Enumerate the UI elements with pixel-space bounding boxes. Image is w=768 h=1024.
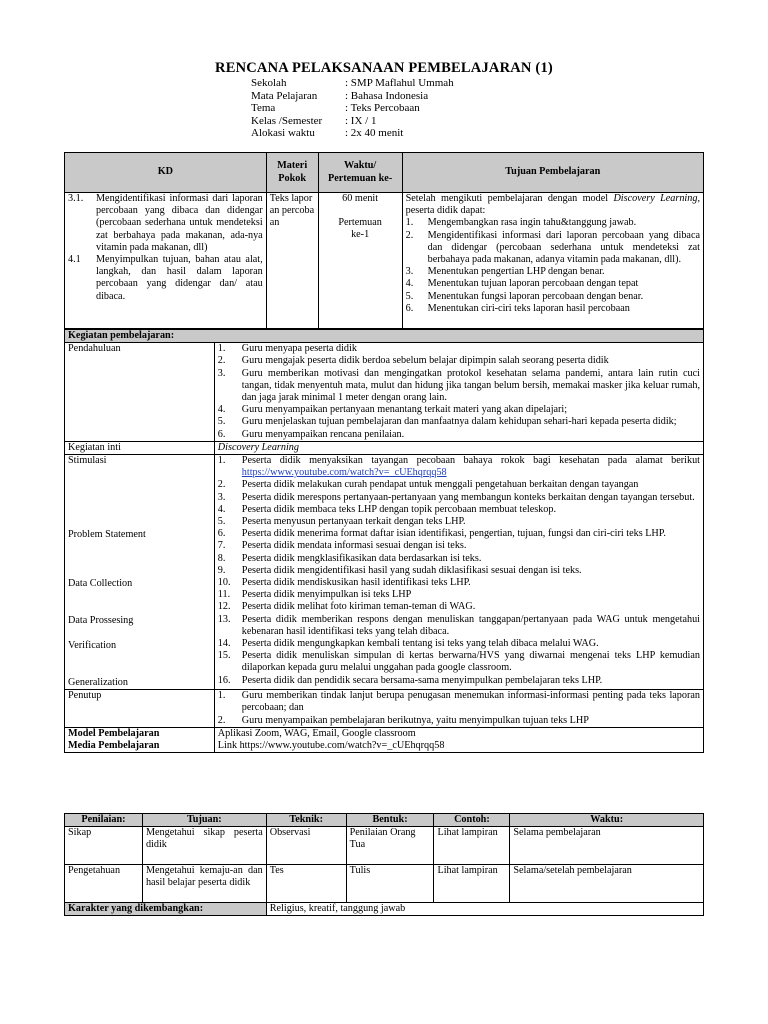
phase-item: 5. Peserta menyusun pertanyaan terkait dengan teks LHP. <box>217 516 466 528</box>
penutup-label: Penutup <box>65 690 215 728</box>
tujuan-intro: Setelah mengikuti pembelajaran dengan model Discovery Learning, peserta didik dapat: <box>405 193 700 217</box>
identity-value: : IX / 1 <box>345 114 377 127</box>
phase-item: 10. Peserta didik mendiskusikan hasil identifikasi teks LHP. <box>217 577 471 589</box>
phase-item: 12. Peserta didik melihat foto kiriman teman-teman di WAG. <box>217 601 476 613</box>
phase-item: 14. Peserta didik mengungkapkan kembali tentang isi teks yang telah dibaca melalui WAG. <box>217 638 599 650</box>
pendahuluan-content <box>214 343 703 442</box>
waktu-header: Waktu/ Pertemuan ke- <box>318 153 402 193</box>
phase-label-verification: Verification <box>68 640 117 652</box>
table-cell: Selama pembelajaran <box>510 827 704 865</box>
identity-value: : Teks Percobaan <box>345 102 420 115</box>
tujuan-item: 2. Mengidentifikasi informasi dari laporan percobaan yang dibaca dan didengar (percobaan sederhana untuk mendeteksi zat berbahaya pada makanan, adanya vitamin pada makanan, dll). <box>405 229 700 266</box>
identity-row <box>251 102 454 115</box>
table-cell: Penilaian Orang Tua <box>346 827 434 865</box>
inti-row <box>65 441 704 454</box>
phase-labels <box>65 455 215 690</box>
phase-item: 11. Peserta didik menyimpulkan isi teks LHP <box>217 589 412 601</box>
pendahuluan-label: Pendahuluan <box>65 343 215 442</box>
table-cell: Lihat lampiran <box>434 865 510 903</box>
identity-row <box>251 77 454 90</box>
pendahuluan-item: 6. Guru menyampaikan rencana penilaian. <box>217 428 405 440</box>
phase-content <box>214 455 703 690</box>
penilaian-header: Tujuan: <box>142 814 266 827</box>
penutup-item: 2. Guru menyampaikan pembelajaran berikutnya, yaitu menyimpulkan tujuan teks LHP <box>217 714 589 726</box>
waktu-duration: 60 menit <box>342 193 379 204</box>
video-link[interactable]: https://www.youtube.com/watch?v=_cUEhqrqq58 <box>241 467 447 479</box>
materi-cell: Teks laporan percoba an <box>266 193 318 329</box>
model-label: Model Pembelajaran <box>65 727 215 740</box>
penilaian-header: Waktu: <box>510 814 704 827</box>
phase-item: 6. Peserta didik menerima format daftar isian identifikasi, pengertian, tujuan, fungsi dan ciri-ciri teks LHP. <box>217 528 666 540</box>
pendahuluan-item: 3. Guru memberikan motivasi dan mengingatkan protokol kesehatan selama pandemi, antara lain rutin cuci tangan, tidak menyentuh mata, mulut dan hidung jika tangan belum bersih, memakai masker jika keluar rumah, dan jaga jarak minimal 1 meter dengan orang lain. <box>217 367 700 404</box>
identity-row <box>251 90 454 103</box>
penutup-content <box>214 690 703 728</box>
model-value: Aplikasi Zoom, WAG, Email, Google classroom <box>214 727 703 740</box>
phase-item: 9. Peserta didik mengidentifikasi hasil yang sudah diklasifikasi sesuai dengan isi teks. <box>217 564 582 576</box>
table-cell: Sikap <box>65 827 143 865</box>
identity-value: : 2x 40 menit <box>345 127 404 140</box>
table-row <box>65 865 704 903</box>
pendahuluan-item: 2. Guru mengajak peserta didik berdoa sebelum belajar dipimpin salah seorang peserta didik <box>217 355 609 367</box>
phase-label-stimulasi: Stimulasi <box>68 455 107 467</box>
table-cell: Pengetahuan <box>65 865 143 903</box>
penilaian-header-row <box>65 814 704 827</box>
pendahuluan-item: 4. Guru menyampaikan pertanyaan menantang terkait materi yang akan dipelajari; <box>217 404 568 416</box>
kd-cell <box>65 193 267 329</box>
phase-item: 15. Peserta didik menuliskan simpulan di kertas berwarna/HVS yang diwarnai mengenai teks LHP kemudian dilaporkan kepada guru melalui unggahan pada google classroom. <box>217 650 700 674</box>
kd-table <box>64 152 704 329</box>
phase-item: 8. Peserta didik mengklasifikasikan data berdasarkan isi teks. <box>217 552 482 564</box>
identity-key: Sekolah <box>251 77 287 89</box>
tujuan-item: 3. Menentukan pengertian LHP dengan benar. <box>405 266 605 278</box>
table-cell: Mengetahui kemaju-an dan hasil belajar peserta didik <box>142 865 266 903</box>
karakter-row <box>65 903 704 916</box>
phase-item: 1. Peserta didik menyaksikan tayangan pecobaan bahaya rokok bagi kesehatan pada alamat berikut https://www.youtube.com/watch?v=_cUEhqrqq58 <box>217 455 700 479</box>
phase-item: 13. Peserta didik memberikan respons dengan menuliskan tanggapan/pertanyaan pada WAG untuk mengetahui kebenaran hasil identifikasi teks yang telah dibaca. <box>217 613 700 637</box>
phase-item: 2. Peserta didik melakukan curah pendapat untuk menggali pengetahuan berkaitan dengan tayangan <box>217 479 639 491</box>
tujuan-item: 6. Menentukan ciri-ciri teks laporan hasil percobaan <box>405 302 630 314</box>
table-cell: Tulis <box>346 865 434 903</box>
kegiatan-heading: Kegiatan pembelajaran: <box>65 330 704 343</box>
kd-header: KD <box>65 153 267 193</box>
document-title: RENCANA PELAKSANAAN PEMBELAJARAN (1) <box>215 60 553 76</box>
inti-model: Discovery Learning <box>214 441 703 454</box>
phase-label-generalization: Generalization <box>68 677 128 689</box>
kd-item: 3.1. Mengidentifikasi informasi dari laporan percobaan yang dibaca dan didengar (percobaan sederhana untuk mendeteksi zat berbahaya pada makanan, ada-nya vitamin pada makanan, dll) <box>68 193 263 253</box>
pendahuluan-row <box>65 343 704 442</box>
table-cell: Mengetahui sikap peserta didik <box>142 827 266 865</box>
penilaian-header: Teknik: <box>266 814 346 827</box>
kd-content-row <box>65 193 704 329</box>
identity-key: Tema <box>251 102 276 115</box>
penutup-item: 1. Guru memberikan tindak lanjut berupa penugasan menemukan informasi-informasi penting pada teks laporan percobaan; dan <box>217 690 700 714</box>
phase-item: 4. Peserta didik membaca teks LHP dengan topik percobaan membuat teleskop. <box>217 503 557 515</box>
penilaian-table <box>64 813 704 916</box>
pendahuluan-item: 1. Guru menyapa peserta didik <box>217 343 357 355</box>
table-row <box>65 827 704 865</box>
waktu-pertemuan: Pertemuan ke-1 <box>338 217 382 241</box>
phase-item: 7. Peserta didik mendata informasi sesuai dengan isi teks. <box>217 540 467 552</box>
tujuan-item: 5. Menentukan fungsi laporan percobaan dengan benar. <box>405 290 644 302</box>
identity-value: : Bahasa Indonesia <box>345 89 429 102</box>
media-value: Link https://www.youtube.com/watch?v=_cUEhqrqq58 <box>214 740 703 753</box>
phase-item: 3. Peserta didik merespons pertanyaan-pertanyaan yang membangun konteks berkaitan dengan tayangan tersebut. <box>217 491 695 503</box>
table-cell: Selama/setelah pembelajaran <box>510 865 704 903</box>
identity-key: Kelas /Semester <box>251 114 323 127</box>
kegiatan-heading-row <box>65 330 704 343</box>
table-cell: Tes <box>266 865 346 903</box>
penilaian-header: Penilaian: <box>65 814 143 827</box>
inti-phases-row <box>65 455 704 690</box>
tujuan-item: 1. Mengembangkan rasa ingin tahu&tanggung jawab. <box>405 217 637 229</box>
karakter-label: Karakter yang dikembangkan: <box>65 903 267 916</box>
materi-header: Materi Pokok <box>266 153 318 193</box>
waktu-cell <box>318 193 402 329</box>
table-cell: Lihat lampiran <box>434 827 510 865</box>
pendahuluan-item: 5. Guru menjelaskan tujuan pembelajaran dan manfaatnya dalam kehidupan sehari-hari kepada peserta didik; <box>217 416 677 428</box>
phase-label-data-collection: Data Collection <box>68 578 133 590</box>
karakter-value: Religius, kreatif, tanggung jawab <box>266 903 703 916</box>
identity-key: Alokasi waktu <box>251 127 315 140</box>
kd-item: 4.1 Menyimpulkan tujuan, bahan atau alat, langkah, dan hasil dalam laporan percobaan yang didengar dan/ atau dibaca. <box>68 254 263 302</box>
identity-row <box>251 127 454 140</box>
identity-block <box>251 77 454 140</box>
penilaian-header: Contoh: <box>434 814 510 827</box>
inti-label: Kegiatan inti <box>65 441 215 454</box>
identity-row <box>251 115 454 128</box>
tujuan-header: Tujuan Pembelajaran <box>402 153 703 193</box>
table-cell: Observasi <box>266 827 346 865</box>
penilaian-header: Bentuk: <box>346 814 434 827</box>
penutup-row <box>65 690 704 728</box>
phase-label-data-prossesing: Data Prossesing <box>68 615 134 627</box>
phase-item: 16. Peserta didik dan pendidik secara bersama-sama menyimpulkan pembelajaran teks LHP. <box>217 674 603 686</box>
kegiatan-table <box>64 329 704 753</box>
identity-key: Mata Pelajaran <box>251 89 318 102</box>
kd-header-row <box>65 153 704 193</box>
model-row <box>65 727 704 740</box>
phase-label-problem-statement: Problem Statement <box>68 529 146 541</box>
identity-value: : SMP Maflahul Ummah <box>345 77 454 89</box>
media-row <box>65 740 704 753</box>
tujuan-cell <box>402 193 703 329</box>
tujuan-item: 4. Menentukan tujuan laporan percobaan dengan tepat <box>405 278 639 290</box>
media-label: Media Pembelajaran <box>65 740 215 753</box>
